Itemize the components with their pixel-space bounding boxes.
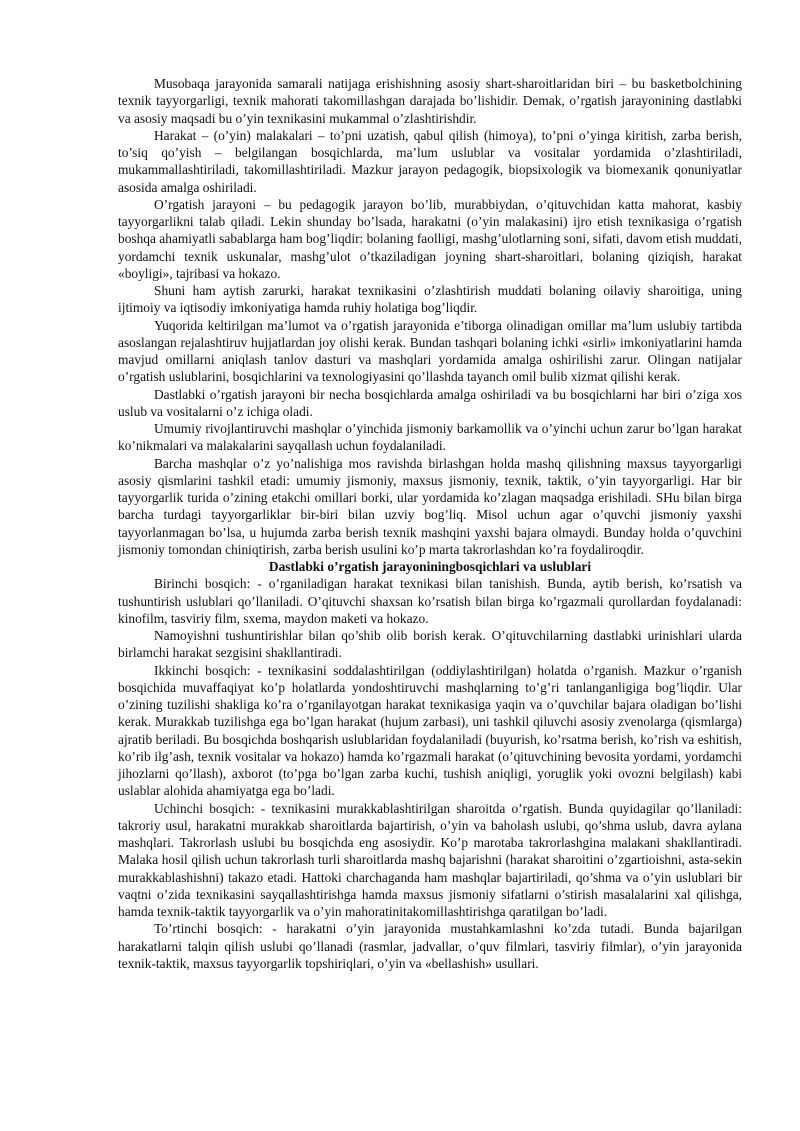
paragraph: Umumiy rivojlantiruvchi mashqlar o’yinchida jismoniy barkamollik va o’yinchi uchun zarur bo’lgan harakat ko’nikmalari va malakalarini sayqallash uchun foydalaniladi. <box>118 421 742 454</box>
paragraph: Uchinchi bosqich: - texnikasini murakkablashtirilgan sharoitda o’rgatish. Bunda quyidagilar qo’llaniladi: takroriy usul, harakatni murakkab sharoitlarda bajartirish, o’yin va baholash uslubi, qo’shma uslub, davra aylana mashqlari. Takrorlash uslubi bu bosqichda eng asosiydir. Ko’p marotaba takrorlashgina malakani shakllantiradi. Malaka hosil qilish uchun takrorlash turli sharoitlarda mashq bajarishni (harakat sharoitini o’zgartioishni, asta-sekin murakkablashishni) takazo etadi. Hattoki charchaganda ham mashqlar bajartiriladi, qo’shma va o’yin uslublari bir vaqtni o’zida texnikasini sayqallashtirishga hamda maxsus jismoniy sifatlarni o’stirish masalalarini xal qilishga, hamda texnik-taktik tayyorgarlik va o’yin mahoratinitakomillashtirishga qaratilgan bo’ladi. <box>118 800 742 919</box>
paragraph: Barcha mashqlar o’z yo’nalishiga mos ravishda birlashgan holda mashq qilishning maxsus tayyorgarligi asosiy qismlarini tashkil etadi: umumiy jismoniy, maxsus jismoniy, texnik, taktik, o’yin tayyorgarligi. Har bir tayyorgarlik turida o’zining etakchi omillari borki, ular yordamida ko’zlagan maqsadga erishiladi. SHu bilan birga barcha turdagi tayyorgarliklar bir-biri bilan uzviy bog’liq. Misol uchun agar o’quvchi jismoniy yaxshi tayyorlanmagan bo’lsa, u hujumda zarba berish texnik mashqini yaxshi bajara olmaydi. Bunday holda o’quvchini jismoniy tomondan chiniqtirish, zarba berish usulini ko’p marta takrorlashdan ko’ra foydaliroqdir. <box>118 455 742 557</box>
paragraph: Namoyishni tushuntirishlar bilan qo’shib olib borish kerak. O’qituvchilarning dastlabki urinishlari ularda birlamchi harakat sezgisini shakllantiradi. <box>118 628 742 661</box>
paragraph: Dastlabki o’rgatish jarayoni bir necha bosqichlarda amalga oshiriladi va bu bosqichlarni har biri o’ziga xos uslub va vositalarni o’z ichiga oladi. <box>118 386 742 419</box>
paragraph: To’rtinchi bosqich: - harakatni o’yin jarayonida mustahkamlashni ko’zda tutadi. Bunda bajarilgan harakatlarni talqin qilish uslubi qo’llanadi (rasmlar, jadvallar, o’quv filmlari, tasviriy filmlar), o’yin jarayonida texnik-taktik, maxsus tayyorgarlik topshiriqlari, o’yin va «bellashish» usullari. <box>118 921 742 971</box>
section-heading: Dastlabki o’rgatish jarayoniningbosqichlari va uslublari <box>268 559 592 574</box>
paragraph: Harakat – (o’yin) malakalari – to’pni uzatish, qabul qilish (himoya), to’pni o’yinga kiritish, zarba berish, to’siq qo’yish – belgilangan bosqichlarda, ma’lum uslublar va vositalar yordamida o’zlashtiriladi, mukammallashtiriladi, takomillashtiriladi. Mazkur jarayon pedagogik, biopsixologik va biomexanik qonuniyatlar asosida amalga oshiriladi. <box>118 127 742 195</box>
paragraph: Shuni ham aytish zarurki, harakat texnikasini o’zlashtirish muddati bolaning oilaviy sharoitiga, uning ijtimoiy va iqtisodiy imkoniyatiga hamda ruhiy holatiga bog’liqdir. <box>118 283 742 316</box>
document-page <box>118 75 742 972</box>
paragraph: O’rgatish jarayoni – bu pedagogik jarayon bo’lib, murabbiydan, o’qituvchidan katta mahorat, kasbiy tayyorgarlikni talab qiladi. Lekin shunday bo’lsada, harakatni (o’yin malakasini) ijro etish texnikasiga o’rgatish boshqa ahamiyatli sabablarga ham bog’liqdir: bolaning faolligi, mashg’ulotlarning soni, sifati, davom etish muddati, yordamchi texnik uskunalar, mashg’ulot o’tkaziladigan joyning shart-sharoitlari, bolaning qiziqish, harakat «boyligi», tajribasi va hokazo. <box>118 196 742 281</box>
paragraph: Musobaqa jarayonida samarali natijaga erishishning asosiy shart-sharoitlaridan biri – bu basketbolchining texnik tayyorgarligi, texnik mahorati takomillashgan darajada bo’lishidir. Demak, o’rgatish jarayonining dastlabki va asosiy maqsadi bu o’yin texnikasini mukammal o’zlashtirishdir. <box>118 76 742 126</box>
paragraph: Birinchi bosqich: - o’rganiladigan harakat texnikasi bilan tanishish. Bunda, aytib berish, ko’rsatish va tushuntirish uslublari qo’llaniladi. O’qituvchi shaxsan ko’rsatish bilan birga ko’rgazmali qurollardan foydalanadi: kinofilm, tasviriy film, sxema, maydon maketi va hokazo. <box>118 576 742 626</box>
paragraph: Yuqorida keltirilgan ma’lumot va o’rgatish jarayonida e’tiborga olinadigan omillar ma’lum uslubiy tartibda asoslangan rejalashtiruv hujjatlardan joy olishi kerak. Bundan tashqari bolaning ichki «sirli» imkoniyatlarini hamda mavjud omillarni aniqlash tanlov dasturi va mashqlari yordamida amalga oshirilishi zarur. Olingan natijalar o’rgatish uslublarini, bosqichlarini va texnologiyasini qo’llashda tayanch omil bulib xizmat qilishi kerak. <box>118 317 742 385</box>
paragraph: Ikkinchi bosqich: - texnikasini soddalashtirilgan (oddiylashtirilgan) holatda o’rganish. Mazkur o’rganish bosqichida muvaffaqiyat ko’p holatlarda yondoshtiruvchi mashqlarning to’g’ri tanlanganligiga bog’liqdir. Ular o’zining tuzilishi shakliga ko’ra o’rganilayotgan harakat texnikasiga yaqin va o’quvchilar bajara oladigan bo’lishi kerak. Murakkab tuzilishga ega bo’lgan harakat (hujum zarbasi), uni tashkil qiluvchi asosiy zvenolarga (qismlarga) ajratib beriladi. Bu bosqichda boshqarish uslublaridan foydalaniladi (buyurish, ko’rsatma berish, ko’rish va eshitish, ko’rib ilg’ash, texnik vositalar va hokazo) hamda ko’rgazmali harakat (o’qituvchining bevosita yordami, yordamchi jihozlarni qo’llash), axborot (to’pga bo’lgan zarba kuchi, tushish aniqligi, yoruglik yoki ovozni belgilash) kabi uslablar alohida ahamiyatga ega bo’ladi. <box>118 662 742 799</box>
